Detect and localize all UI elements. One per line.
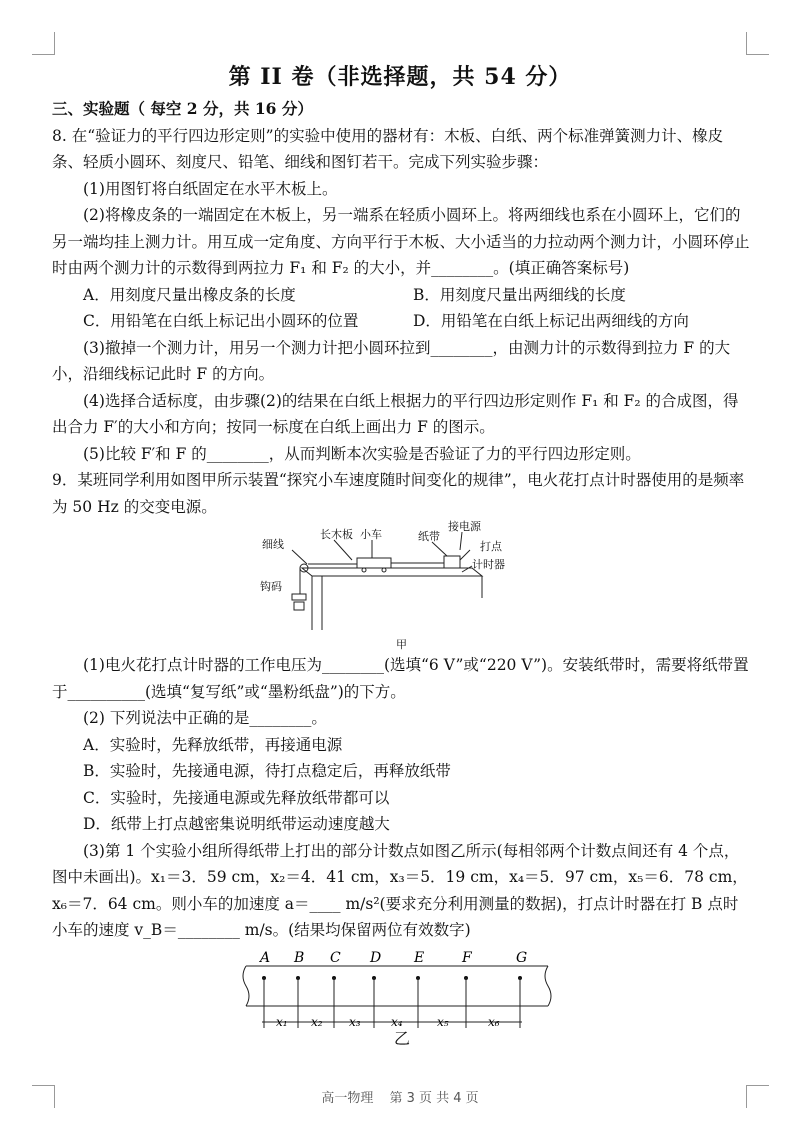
figure-apparatus	[52, 520, 752, 652]
q8-option-a: A．用刻度尺量出橡皮条的长度	[83, 285, 296, 304]
label-timer-1: 打点	[480, 540, 502, 553]
q9-option-b: B．实验时，先接通电源，待打点稳定后，再释放纸带	[83, 762, 451, 780]
tape-point-label-f: F	[462, 949, 472, 966]
q9-step-3: (3)第 1 个实验小组所得纸带上打出的部分计数点如图乙所示(每相邻两个计数点间还有 4 个点，图中未画出)。x₁＝3．59 cm，x₂＝4．41 cm，x₃＝5．19 cm，x₄＝5．97 cm，x₅＝6．78 cm，x₆＝7．64 cm。则小车的加速度 a＝____ m/s²(要求充分利用测量的数据)，打点计时器在打 B 点时小车的速度 v_B＝________ m/s。(结果均保留两位有效数字)	[52, 841, 748, 939]
q9-option-d: D．纸带上打点越密集说明纸带运动速度越大	[83, 815, 390, 833]
page-title: 第 II 卷（非选择题，共 54 分）	[228, 64, 572, 90]
tape-segment-label-6: x₆	[488, 1014, 500, 1029]
label-caption-jia: 甲	[396, 638, 407, 651]
tape-right-wave	[545, 966, 551, 1006]
footer-subject: 高一物理	[321, 1091, 374, 1106]
label-string: 细线	[262, 538, 284, 551]
tape-segment-label-4: x₄	[391, 1014, 403, 1029]
q8-step-4: (4)选择合适标度，由步骤(2)的结果在白纸上根据力的平行四边形定则作 F₁ 和 F₂ 的合成图，得出合力 F′的大小和方向；按同一标度在白纸上画出力 F 的图示。	[52, 391, 739, 436]
timer-shape	[444, 556, 460, 568]
figure-tape	[52, 944, 752, 1050]
tape-left-wave	[243, 966, 249, 1006]
q8-options-row-1	[52, 282, 752, 309]
q8-option-d: D．用铅笔在白纸上标记出两细线的方向	[413, 312, 689, 330]
tape-diagram	[52, 944, 752, 1050]
weight-shape	[292, 594, 306, 600]
q8-step-5: (5)比较 F′和 F 的________，从而判断本次实验是否验证了力的平行四边形定则。	[83, 444, 641, 463]
tape-segment-label-1: x₁	[276, 1014, 288, 1029]
q8-options-row-2	[52, 308, 752, 335]
footer-page-number: 第 3 页 共 4 页	[389, 1091, 479, 1106]
tape-point-label-d: D	[370, 949, 382, 966]
label-cart: 小车	[360, 528, 382, 541]
q8-step-2: (2)将橡皮条的一端固定在木板上，另一端系在轻质小圆环上。将两细线也系在小圆环上，它们的另一端均挂上测力计。用互成一定角度、方向平行于木板、大小适当的力拉动两个测力计，小圆环停止时由两个测力计的示数得到两拉力 F₁ 和 F₂ 的大小，并________。(填正确答案标号)	[52, 206, 750, 277]
q9-option-c: C．实验时，先接通电源或先释放纸带都可以	[83, 788, 390, 807]
label-board: 长木板	[320, 528, 353, 541]
section-heading: 三、实验题（ 每空 2 分，共 16 分）	[52, 99, 313, 118]
tape-point-label-e: E	[414, 949, 425, 966]
page-footer	[0, 1087, 800, 1106]
q8-option-b: B．用刻度尺量出两细线的长度	[413, 285, 626, 304]
label-timer-2: 计时器	[472, 558, 505, 571]
board-shape	[302, 568, 482, 576]
label-weight: 钩码	[260, 580, 282, 593]
tape-segment-label-3: x₃	[349, 1014, 361, 1029]
page-content	[52, 96, 752, 1050]
label-tape: 纸带	[418, 530, 440, 543]
q8-step-3: (3)撤掉一个测力计，用另一个测力计把小圆环拉到________，由测力计的示数得到拉力 F 的大小，沿细线标记此时 F 的方向。	[52, 338, 731, 383]
q8-step-1: (1)用图钉将白纸固定在水平木板上。	[83, 179, 338, 198]
apparatus-diagram	[52, 520, 752, 652]
q9-step-1: (1)电火花打点计时器的工作电压为________(选填“6 V”或“220 V”)。安装纸带时，需要将纸带置于__________(选填“复写纸”或“墨粉纸盘”)的下方。	[52, 656, 749, 701]
q9-option-a: A．实验时，先释放纸带，再接通电源	[83, 735, 343, 754]
q9-step-2: (2) 下列说法中正确的是________。	[83, 709, 327, 727]
corner-mark-top-left	[32, 32, 55, 55]
tape-point-label-c: C	[330, 949, 341, 966]
cart-shape	[357, 558, 391, 568]
tape-point-label-b: B	[294, 949, 305, 966]
q9-stem: 9．某班同学利用如图甲所示装置“探究小车速度随时间变化的规律”，电火花打点计时器使用的是频率为 50 Hz 的交变电源。	[52, 471, 745, 516]
label-power: 接电源	[448, 520, 481, 533]
tape-segment-label-2: x₂	[311, 1014, 323, 1029]
corner-mark-top-right	[746, 32, 769, 55]
tape-segment-label-5: x₅	[437, 1014, 449, 1029]
q8-stem: 8. 在“验证力的平行四边形定则”的实验中使用的器材有：木板、白纸、两个标准弹簧测力计、橡皮条、轻质小圆环、刻度尺、铅笔、细线和图钉若干。完成下列实验步骤：	[52, 126, 724, 171]
tape-point-label-a: A	[260, 949, 271, 966]
tape-caption-yi: 乙	[394, 1028, 411, 1048]
tape-point-label-g: G	[516, 949, 528, 966]
q8-option-c: C．用铅笔在白纸上标记出小圆环的位置	[83, 312, 359, 330]
